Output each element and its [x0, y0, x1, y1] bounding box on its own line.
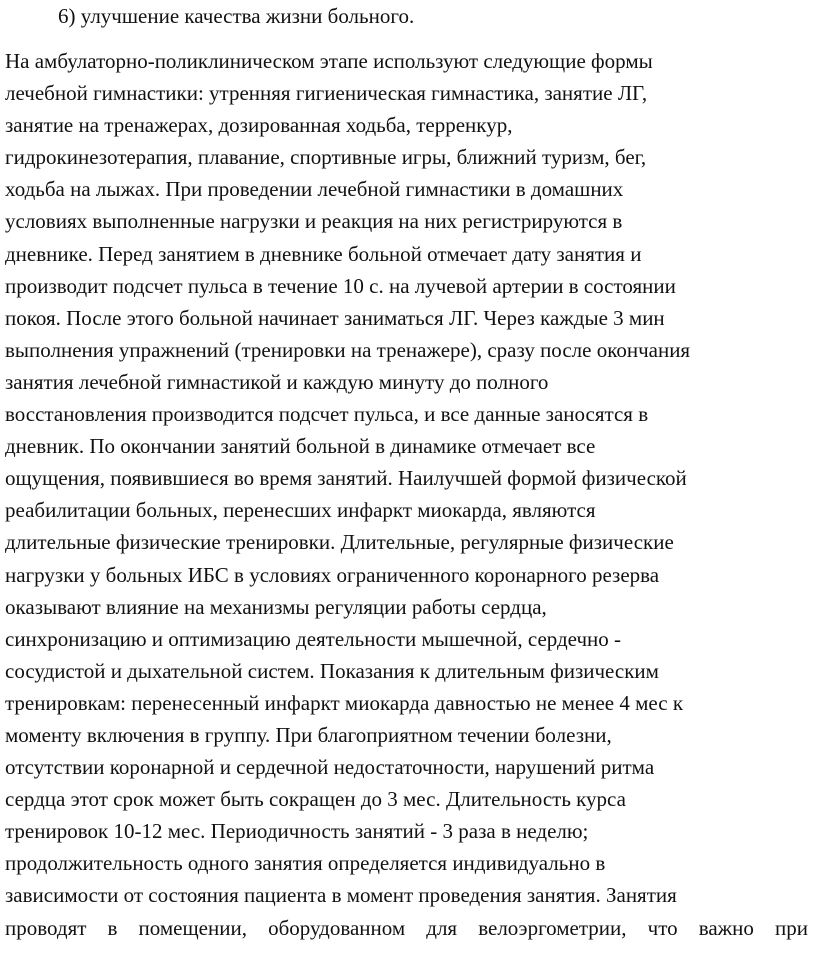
paragraph-line: выполнения упражнений (тренировки на тренажере), сразу после окончания — [5, 337, 691, 362]
paragraph-line: занятия лечебной гимнастикой и каждую минуту до полного — [5, 369, 549, 394]
paragraph-line: производит подсчет пульса в течение 10 с. на лучевой артерии в состоянии — [5, 273, 676, 298]
paragraph-line: лечебной гимнастики: утренняя гигиеническая гимнастика, занятие ЛГ, — [5, 81, 648, 106]
paragraph-line: покоя. После этого больной начинает заниматься ЛГ. Через каждые 3 мин — [5, 305, 665, 330]
paragraph-line: ходьба на лыжах. При проведении лечебной гимнастики в домашних — [5, 177, 624, 202]
paragraph-line: занятие на тренажерах, дозированная ходьба, терренкур, — [5, 113, 513, 138]
paragraph-line: гидрокинезотерапия, плавание, спортивные игры, ближний туризм, бег, — [5, 145, 647, 170]
paragraph-line: проводят в помещении, оборудованном для велоэргометрии, что важно при — [5, 915, 808, 940]
paragraph-line: оказывают влияние на механизмы регуляции работы сердца, — [5, 594, 547, 619]
paragraph-line: дневнике. Перед занятием в дневнике больной отмечает дату занятия и — [5, 241, 642, 266]
paragraph-line: продолжительность одного занятия определяется индивидуально в — [5, 851, 606, 876]
paragraph-line: длительные физические тренировки. Длительные, регулярные физические — [5, 530, 674, 555]
paragraph-line: ощущения, появившиеся во время занятий. Наилучшей формой физической — [5, 466, 687, 491]
body-paragraph — [5, 45, 808, 944]
paragraph-line: дневник. По окончании занятий больной в динамике отмечает все — [5, 434, 596, 459]
list-item: 6) улучшение качества жизни больного. — [58, 4, 415, 28]
paragraph-line: тренировкам: перенесенный инфаркт миокарда давностью не менее 4 мес к — [5, 690, 684, 715]
paragraph-line: отсутствии коронарной и сердечной недостаточности, нарушений ритма — [5, 755, 655, 780]
paragraph-line: условиях выполненные нагрузки и реакция на них регистрируются в — [5, 209, 623, 234]
paragraph-line: восстановления производится подсчет пульса, и все данные заносятся в — [5, 402, 649, 427]
paragraph-line: сосудистой и дыхательной систем. Показания к длительным физическим — [5, 658, 659, 683]
paragraph-line: зависимости от состояния пациента в момент проведения занятия. Занятия — [5, 883, 677, 908]
paragraph-line: На амбулаторно-поликлиническом этапе используют следующие формы — [5, 49, 653, 73]
paragraph-line: сердца этот срок может быть сокращен до 3 мес. Длительность курса — [5, 787, 626, 812]
paragraph-line: моменту включения в группу. При благоприятном течении болезни, — [5, 722, 612, 747]
paragraph-line: реабилитации больных, перенесших инфаркт миокарда, являются — [5, 498, 596, 523]
paragraph-line: тренировок 10-12 мес. Периодичность занятий - 3 раза в неделю; — [5, 819, 589, 844]
paragraph-line: нагрузки у больных ИБС в условиях ограниченного коронарного резерва — [5, 562, 660, 587]
paragraph-line: синхронизацию и оптимизацию деятельности мышечной, сердечно - — [5, 626, 622, 651]
